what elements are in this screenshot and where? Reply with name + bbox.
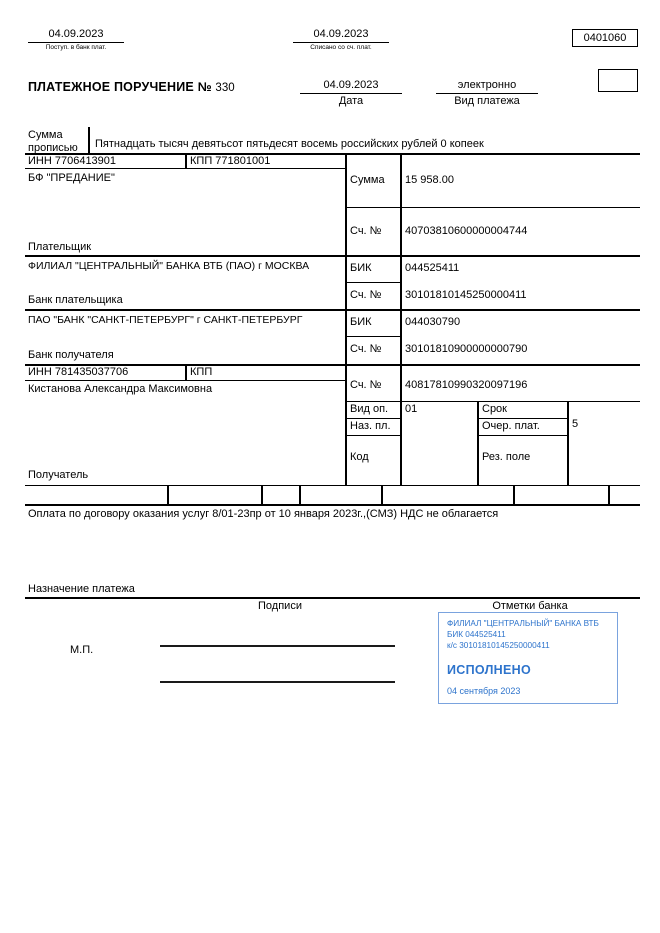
payee-bank-label: Банк получателя <box>28 349 114 361</box>
payer-label: Плательщик <box>28 241 92 253</box>
grid-line <box>477 435 568 436</box>
payee-name: Кистанова Александра Максимовна <box>28 383 213 395</box>
date-received-label: Поступ. в банк плат. <box>45 44 107 51</box>
grid-line <box>261 486 263 504</box>
grid-line <box>185 153 187 169</box>
queue-label: Очер. плат. <box>482 420 540 432</box>
payer-account-value: 40703810600000004744 <box>405 225 528 237</box>
doc-title <box>28 80 235 94</box>
bank-marks-header: Отметки банка <box>492 600 568 612</box>
payer-bank-bik-value: 044525411 <box>405 262 460 274</box>
grid-line <box>25 309 640 311</box>
date-received-value: 04.09.2023 <box>48 28 104 40</box>
payer-name: БФ "ПРЕДАНИЕ" <box>28 172 115 184</box>
payer-bank-name: ФИЛИАЛ "ЦЕНТРАЛЬНЫЙ" БАНКА ВТБ (ПАО) г МОСКВА <box>28 260 310 272</box>
code-label: Код <box>350 451 369 463</box>
payee-account-label: Сч. № <box>350 379 382 391</box>
queue-value: 5 <box>572 418 579 430</box>
payee-account-value: 40817810990320097196 <box>405 379 528 391</box>
op-kind-value: 01 <box>405 403 418 415</box>
payee-kpp-label: КПП <box>190 366 213 378</box>
amount-words-label: Сумма прописью <box>28 129 78 154</box>
grid-line <box>345 207 640 208</box>
underline <box>436 93 538 94</box>
payer-kpp: КПП 771801001 <box>190 155 271 167</box>
grid-line <box>567 401 569 486</box>
payer-bank-label: Банк плательщика <box>28 294 123 306</box>
grid-line <box>381 486 383 504</box>
payment-kind-label: Вид платежа <box>454 95 520 107</box>
doc-date-label: Дата <box>338 95 364 107</box>
payer-bank-corr-value: 30101810145250000411 <box>405 289 527 301</box>
term-label: Срок <box>482 403 507 415</box>
grid-line <box>345 435 401 436</box>
payer-inn: ИНН 7706413901 <box>28 155 117 167</box>
payee-bank-corr-value: 30101810900000000790 <box>405 343 528 355</box>
grid-line <box>25 597 640 599</box>
signatures-header: Подписи <box>258 600 302 612</box>
underline <box>28 42 124 43</box>
doc-date-field <box>300 79 402 108</box>
form-code: 0401060 <box>583 32 627 44</box>
mp-label: М.П. <box>70 644 94 656</box>
date-debited-field <box>293 28 389 52</box>
status-field-box <box>598 69 638 92</box>
grid-line <box>25 504 640 506</box>
stamp-status: ИСПОЛНЕНО <box>447 663 531 677</box>
op-kind-label: Вид оп. <box>350 403 389 415</box>
grid-line <box>345 282 401 283</box>
amount-words-value: Пятнадцать тысяч девятьсот пятьдесят восемь российских рублей 0 копеек <box>95 138 484 150</box>
grid-line <box>477 418 568 419</box>
payee-bank-corr-label: Сч. № <box>350 343 382 355</box>
payee-bank-bik-label: БИК <box>350 316 372 328</box>
doc-date-value: 04.09.2023 <box>323 79 379 91</box>
payment-kind-value: электронно <box>457 79 517 91</box>
payer-bank-bik-label: БИК <box>350 262 372 274</box>
doc-number: 330 <box>215 82 235 94</box>
purpose-text: Оплата по договору оказания услуг 8/01-23пр от 10 января 2023г.,(СМЗ) НДС не облагается <box>28 508 499 520</box>
amount-label: Сумма <box>350 174 385 186</box>
grid-line <box>25 153 640 155</box>
payee-bank-bik-value: 044030790 <box>405 316 461 328</box>
form-code-box <box>572 29 638 47</box>
grid-line <box>513 486 515 504</box>
date-received-field <box>28 28 124 52</box>
stamp-date: 04 сентября 2023 <box>447 686 521 696</box>
grid-line <box>608 486 610 504</box>
payer-bank-corr-label: Сч. № <box>350 289 382 301</box>
underline <box>300 93 402 94</box>
stamp-bank-name: ФИЛИАЛ "ЦЕНТРАЛЬНЫЙ" БАНКА ВТБ <box>447 619 599 628</box>
grid-line <box>345 336 401 337</box>
grid-line <box>185 364 187 381</box>
payment-kind-field <box>436 79 538 108</box>
signature-line <box>160 645 395 647</box>
payee-bank-name: ПАО "БАНК "САНКТ-ПЕТЕРБУРГ" г САНКТ-ПЕТЕРБУРГ <box>28 314 303 326</box>
grid-line <box>400 153 402 486</box>
payee-label: Получатель <box>28 469 89 481</box>
stamp-corr-account: к/с 30101810145250000411 <box>447 641 550 650</box>
amount-value: 15 958.00 <box>405 174 454 186</box>
bank-stamp <box>438 612 618 704</box>
grid-line <box>25 485 640 486</box>
underline <box>293 42 389 43</box>
doc-title-text: ПЛАТЕЖНОЕ ПОРУЧЕНИЕ № <box>28 80 212 94</box>
date-debited-value: 04.09.2023 <box>313 28 369 40</box>
purpose-label: Назначение платежа <box>28 583 135 595</box>
payer-account-label: Сч. № <box>350 225 382 237</box>
signature-line <box>160 681 395 683</box>
grid-line <box>477 401 479 486</box>
reserve-field-label: Рез. поле <box>482 451 531 463</box>
grid-line <box>25 255 640 257</box>
grid-line <box>167 486 169 504</box>
stamp-bik: БИК 044525411 <box>447 630 506 639</box>
grid-line <box>345 153 347 486</box>
payee-inn: ИНН 781435037706 <box>28 366 129 378</box>
grid-line <box>88 127 90 153</box>
date-debited-label: Списано со сч. плат. <box>310 44 372 51</box>
grid-line <box>345 418 401 419</box>
grid-line <box>345 401 640 402</box>
naz-pl-label: Наз. пл. <box>350 420 391 432</box>
grid-line <box>299 486 301 504</box>
